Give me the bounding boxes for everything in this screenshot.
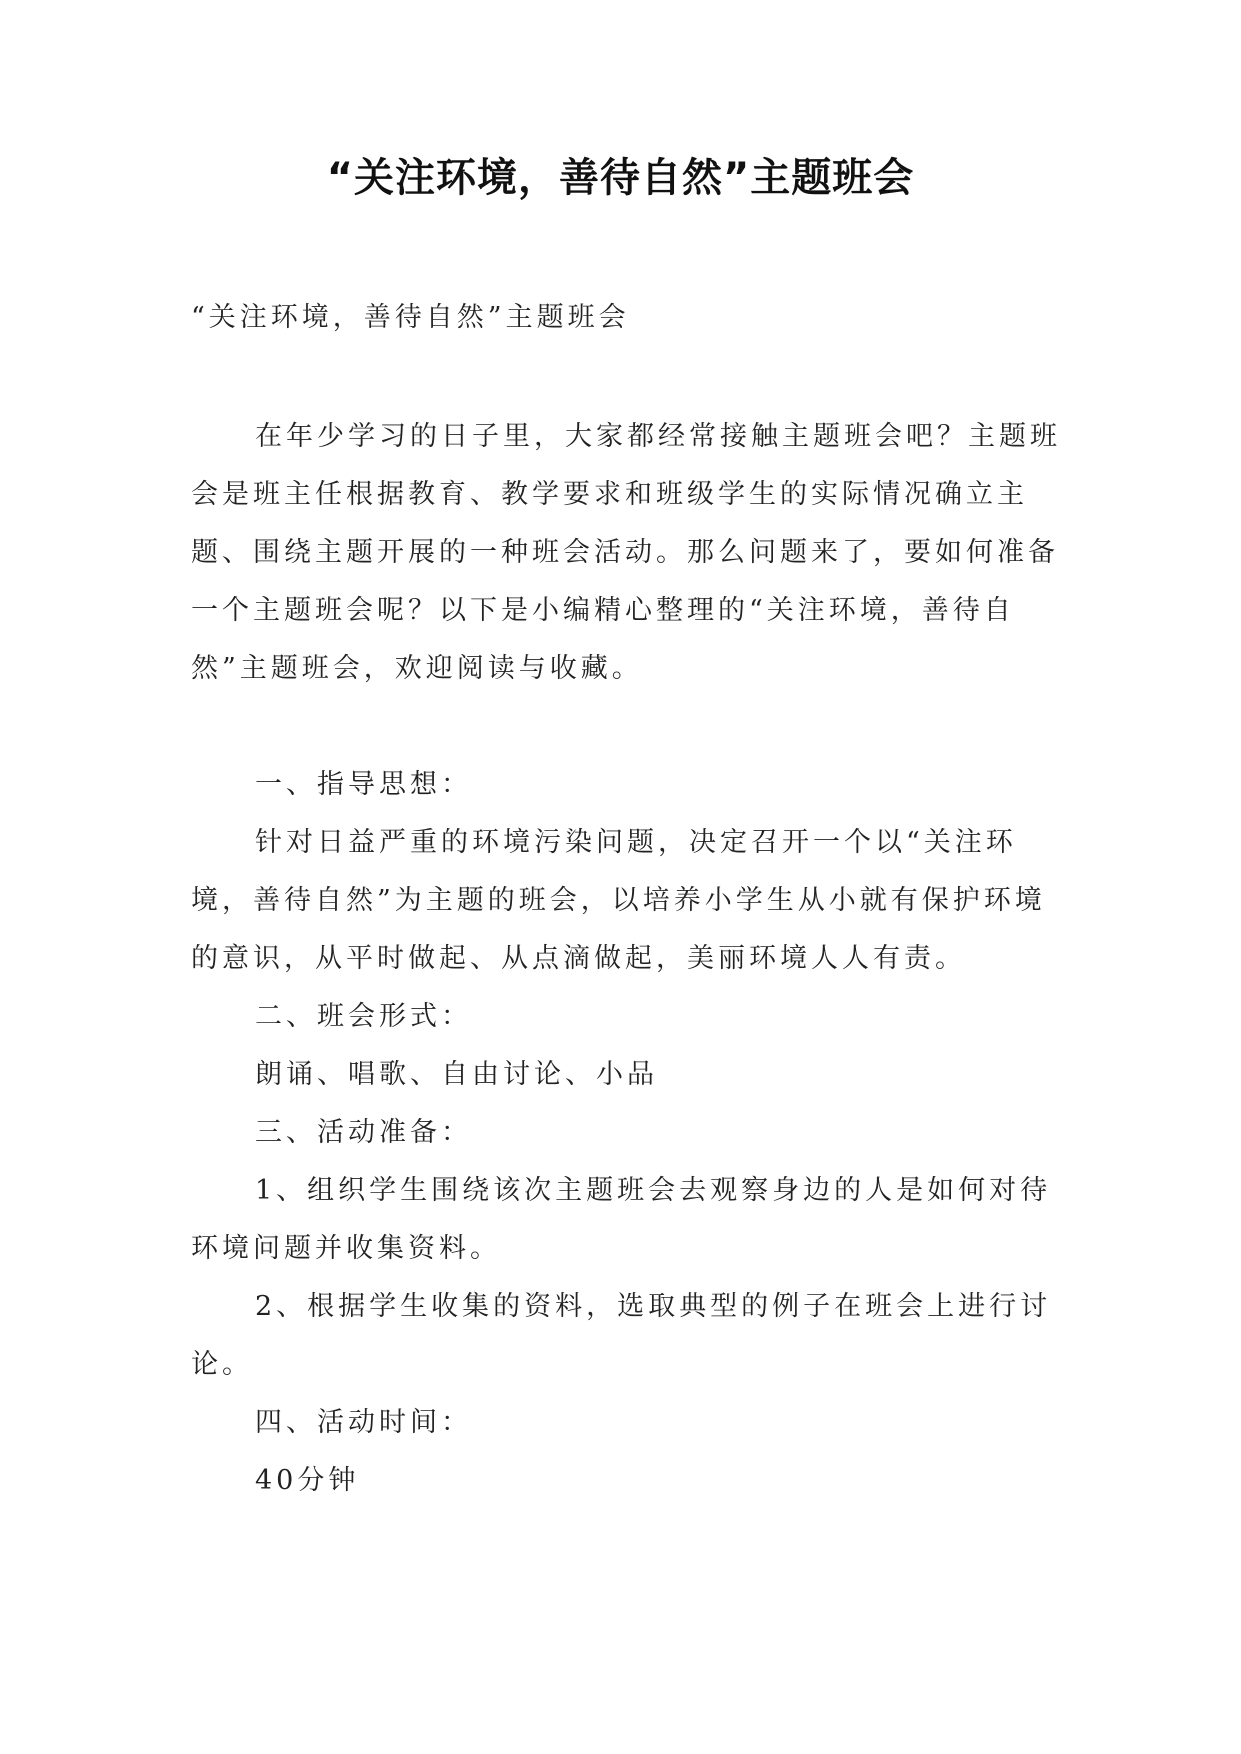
section-heading-guiding-ideology: 一、指导思想： [255, 769, 472, 800]
section-heading-preparation: 三、活动准备： [255, 1117, 472, 1148]
guiding-ideology-paragraph: 针对日益严重的环境污染问题，决定召开一个以“关注环境，善待自然”为主题的班会，以培养小学生从小就有保护环境的意识，从平时做起、从点滴做起，美丽环境人人有责。 [191, 827, 1046, 974]
intro-paragraph: 在年少学习的日子里，大家都经常接触主题班会吧？主题班会是班主任根据教育、教学要求和班级学生的实际情况确立主题、围绕主题开展的一种班会活动。那么问题来了，要如何准备一个主题班会呢？以下是小编精心整理的“关注环境，善待自然”主题班会，欢迎阅读与收藏。 [191, 421, 1061, 684]
preparation-item-1: 1、组织学生围绕该次主题班会去观察身边的人是如何对待环境问题并收集资料。 [191, 1175, 1052, 1264]
preparation-item-2: 2、根据学生收集的资料，选取典型的例子在班会上进行讨论。 [191, 1291, 1052, 1380]
meeting-format-paragraph: 朗诵、唱歌、自由讨论、小品 [255, 1059, 658, 1090]
document-title: “关注环境，善待自然”主题班会 [326, 155, 915, 201]
section-heading-activity-time: 四、活动时间： [255, 1407, 472, 1438]
document-body [191, 408, 1061, 1510]
document-subtitle: “关注环境，善待自然”主题班会 [191, 302, 630, 333]
activity-time-paragraph: 40分钟 [255, 1465, 360, 1496]
section-heading-meeting-format: 二、班会形式： [255, 1001, 472, 1032]
